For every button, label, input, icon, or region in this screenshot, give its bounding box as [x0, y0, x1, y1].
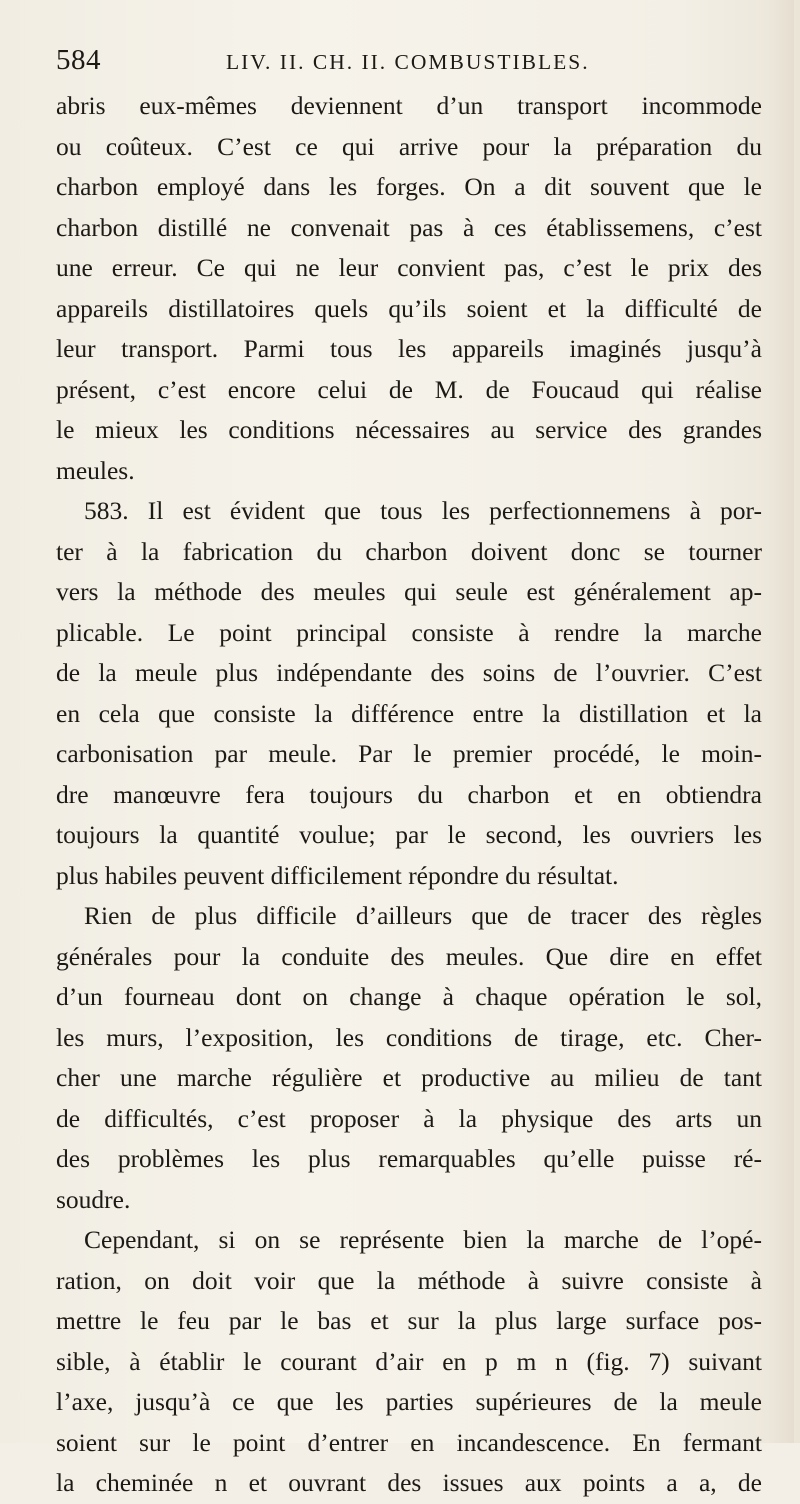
page-edge-shadow: [768, 0, 794, 1443]
text-line: toujours la quantité voulue; par le second, les ouvriers les: [56, 820, 762, 849]
text-line: Cependant, si on se représente bien la marche de l’opé-: [84, 1225, 762, 1254]
text-line: de la meule plus indépendante des soins de l’ouvrier. C’est: [56, 658, 762, 687]
text-line: l’axe, jusqu’à ce que les parties supérieures de la meule: [56, 1387, 762, 1416]
text-line: soient sur le point d’entrer en incandescence. En fermant: [56, 1427, 762, 1457]
text-line: cher une marche régulière et productive au milieu de tant: [56, 1063, 762, 1092]
text-line: ou coûteux. C’est ce qui arrive pour la préparation du: [56, 131, 762, 161]
text-line: 583. Il est évident que tous les perfectionnemens à por-: [84, 496, 762, 525]
running-title: LIV. II. CH. II. COMBUSTIBLES.: [226, 50, 590, 74]
text-line: de difficultés, c’est proposer à la physique des arts un: [56, 1103, 762, 1133]
text-line: en cela que consiste la différence entre la distillation et la: [56, 698, 762, 728]
text-line: dre manœuvre fera toujours du charbon et en obtiendra: [56, 779, 762, 809]
text-line: présent, c’est encore celui de M. de Foucaud qui réalise: [56, 374, 762, 404]
text-line: carbonisation par meule. Par le premier procédé, le moin-: [56, 739, 762, 768]
text-line: vers la méthode des meules qui seule est généralement ap-: [56, 577, 762, 606]
text-line: plus habiles peuvent difficilement répondre du résultat.: [56, 860, 619, 890]
text-line: des problèmes les plus remarquables qu’elle puisse ré-: [56, 1144, 762, 1173]
text-line: ration, on doit voir que la méthode à suivre consiste à: [56, 1265, 762, 1295]
text-line: mettre le feu par le bas et sur la plus large surface pos-: [56, 1306, 762, 1335]
text-line: la cheminée n et ouvrant des issues aux points a a, de: [56, 1468, 762, 1497]
text-line: le mieux les conditions nécessaires au service des grandes: [56, 415, 762, 444]
body-text: [56, 86, 762, 1504]
running-head: [56, 44, 760, 84]
text-line: d’un fourneau dont on change à chaque opération le sol,: [56, 982, 762, 1011]
text-line: charbon distillé ne convenait pas à ces établissemens, c’est: [56, 212, 762, 242]
page-number: 584: [56, 44, 101, 76]
text-line: leur transport. Parmi tous les appareils imaginés jusqu’à: [56, 334, 762, 363]
text-line: plicable. Le point principal consiste à rendre la marche: [56, 617, 762, 647]
text-line: abris eux-mêmes deviennent d’un transport incommode: [56, 91, 762, 120]
text-line: générales pour la conduite des meules. Que dire en effet: [56, 941, 762, 971]
text-line: soudre.: [56, 1184, 131, 1214]
text-line: charbon employé dans les forges. On a dit souvent que le: [56, 172, 762, 201]
text-line: ter à la fabrication du charbon doivent donc se tourner: [56, 536, 762, 566]
text-line: meules.: [56, 455, 135, 485]
text-line: appareils distillatoires quels qu’ils soient et la difficulté de: [56, 293, 762, 323]
text-line: les murs, l’exposition, les conditions de tirage, etc. Cher-: [56, 1022, 762, 1052]
text-line: une erreur. Ce qui ne leur convient pas, c’est le prix des: [56, 253, 762, 282]
text-line: Rien de plus difficile d’ailleurs que de tracer des règles: [84, 901, 762, 930]
text-line: sible, à établir le courant d’air en p m n (fig. 7) suivant: [56, 1346, 762, 1376]
